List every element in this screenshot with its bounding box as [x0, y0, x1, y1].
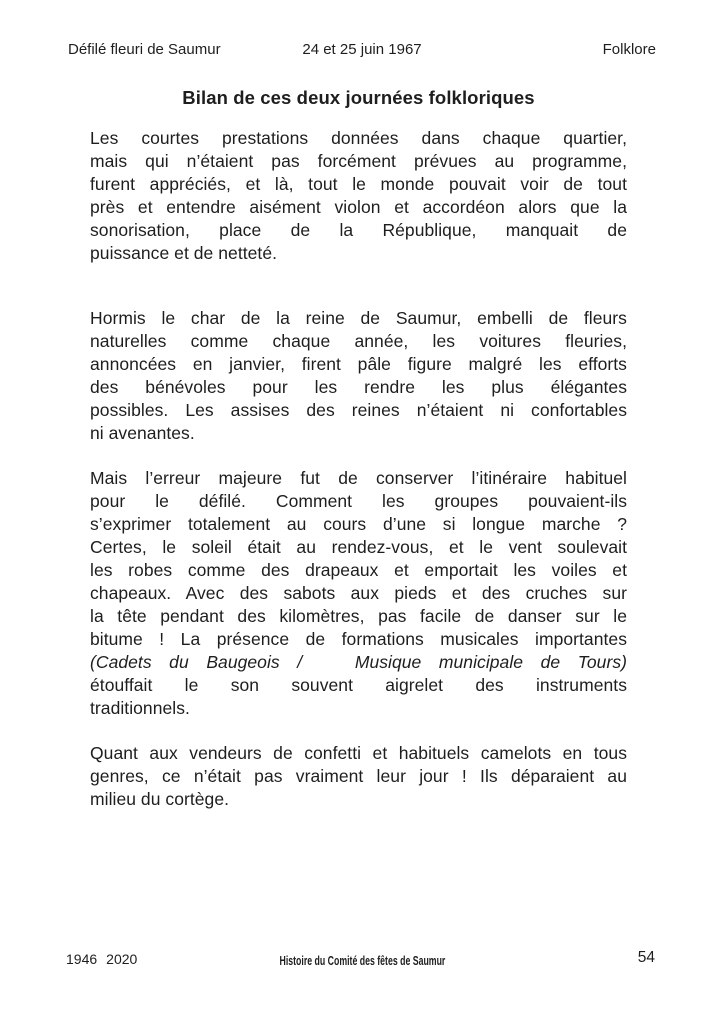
paragraph	[90, 127, 627, 265]
text-line: traditionnels.	[90, 698, 190, 718]
text-line: chapeaux. Avec des sabots aux pieds et des cruches sur	[90, 583, 627, 603]
text-line: étouffait le son souvent aigrelet des instruments	[90, 675, 627, 695]
text-line: près et entendre aisément violon et accordéon alors que la	[90, 197, 627, 217]
text-line: puissance et de netteté.	[90, 243, 278, 263]
text-line: pour le défilé. Comment les groupes pouvaient-ils	[90, 491, 627, 511]
text-line: mais qui n’étaient pas forcément prévues au programme,	[90, 151, 627, 171]
header-section: Folklore	[602, 41, 656, 58]
text-line: (Cadets du Baugeois / Musique municipale de Tours)	[90, 652, 627, 672]
footer-book-title-wrap	[0, 952, 724, 970]
text-line: possibles. Les assises des reines n’étaient ni confortables	[90, 400, 627, 420]
page-header	[0, 41, 724, 61]
header-date: 24 et 25 juin 1967	[302, 41, 422, 58]
body-text	[90, 127, 627, 833]
text-line: milieu du cortège.	[90, 789, 230, 809]
text-line: bitume ! La présence de formations musicales importantes	[90, 629, 627, 649]
text-line: furent appréciés, et là, tout le monde pouvait voir de tout	[90, 174, 627, 194]
text-line: annoncées en janvier, firent pâle figure malgré les efforts	[90, 354, 627, 374]
header-document-title: Défilé fleuri de Saumur	[68, 41, 221, 58]
text-line: genres, ce n’était pas vraiment leur jour ! Ils déparaient au	[90, 766, 627, 786]
paragraph	[90, 307, 627, 445]
page-title: Bilan de ces deux journées folkloriques	[182, 87, 535, 108]
text-line: s’exprimer totalement au cours d’une si longue marche ?	[90, 514, 627, 534]
footer-year-end: 2020	[106, 951, 138, 967]
text-line: Quant aux vendeurs de confetti et habituels camelots en tous	[90, 743, 627, 763]
paragraph	[90, 742, 627, 811]
footer-book-title: Histoire du Comité des fêtes de Saumur	[279, 954, 445, 968]
text-line: Hormis le char de la reine de Saumur, embelli de fleurs	[90, 308, 627, 328]
text-line: Les courtes prestations données dans chaque quartier,	[90, 128, 627, 148]
text-line: des bénévoles pour les rendre les plus élégantes	[90, 377, 627, 397]
text-line: sonorisation, place de la République, manquait de	[90, 220, 627, 240]
page-footer	[0, 948, 724, 970]
paragraph	[90, 467, 627, 720]
text-line: la tête pendant des kilomètres, pas facile de danser sur le	[90, 606, 627, 626]
text-line: ni avenantes.	[90, 423, 195, 443]
text-line: Certes, le soleil était au rendez-vous, et le vent soulevait	[90, 537, 627, 557]
text-line: les robes comme des drapeaux et emportait les voiles et	[90, 560, 627, 580]
footer-year-start: 1946	[66, 951, 98, 967]
text-line: Mais l’erreur majeure fut de conserver l’itinéraire habituel	[90, 468, 627, 488]
page-number: 54	[637, 949, 655, 966]
text-line: naturelles comme chaque année, les voitures fleuries,	[90, 331, 627, 351]
